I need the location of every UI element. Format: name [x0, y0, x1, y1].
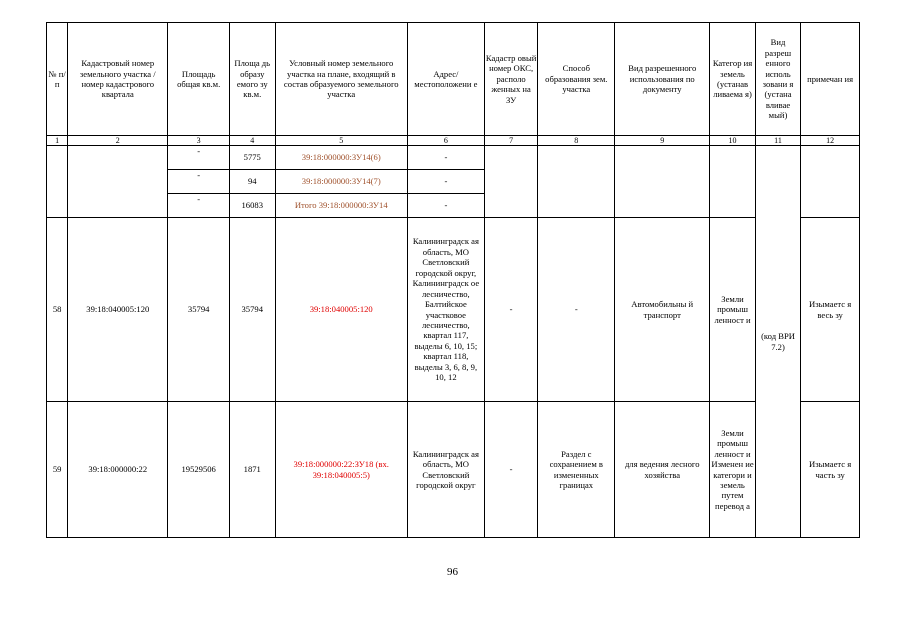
header-notes: примечан ия — [801, 23, 860, 136]
cell-conditional-number: 39:18:000000:22:ЗУ18 (вх. 39:18:040005:5) — [275, 402, 407, 538]
column-number-row — [47, 136, 860, 146]
cell-conditional-number: 39:18:000000:ЗУ14(7) — [275, 170, 407, 194]
header-conditional-number: Условный номер земельного участка на плане, входящий в состав образуемого земельного участка — [275, 23, 407, 136]
cell-oks: - — [484, 402, 538, 538]
cell-land-category: Земли промыш ленност и Изменен ие категори и земель путем перевод а — [710, 402, 756, 538]
column-number: 1 — [47, 136, 68, 146]
header-num: № п/ п — [47, 23, 68, 136]
cell-set-use-vri: (код ВРИ 7.2) — [755, 146, 801, 538]
cell-address: - — [407, 146, 484, 170]
cell-land-category-empty — [710, 146, 756, 218]
cell-permitted-use-empty — [615, 146, 710, 218]
cell-address: - — [407, 170, 484, 194]
cell-notes: Изымаетс я часть зу — [801, 402, 860, 538]
table-row — [47, 146, 860, 170]
cell-cadastral-empty — [68, 146, 168, 218]
table-row — [47, 218, 860, 402]
column-number: 9 — [615, 136, 710, 146]
cell-plot-area: 5775 — [230, 146, 276, 170]
column-number: 11 — [755, 136, 801, 146]
cell-address: Калининградск ая область, МО Светловский городской округ — [407, 402, 484, 538]
land-plots-table — [46, 22, 860, 538]
cell-total-area — [168, 194, 230, 218]
column-number: 5 — [275, 136, 407, 146]
column-number: 8 — [538, 136, 615, 146]
header-address: Адрес/ местоположени е — [407, 23, 484, 136]
page-number: 96 — [447, 566, 458, 578]
dash-value: - — [197, 194, 201, 205]
cell-total-area — [168, 170, 230, 194]
column-number: 6 — [407, 136, 484, 146]
cell-oks-empty — [484, 146, 538, 218]
cell-conditional-number: Итого 39:18:000000:ЗУ14 — [275, 194, 407, 218]
cell-num-empty — [47, 146, 68, 218]
cell-land-category: Земли промыш ленност и — [710, 218, 756, 402]
header-cadastral: Кадастровый номер земельного участка /номер кадастрового квартала — [68, 23, 168, 136]
cell-oks: - — [484, 218, 538, 402]
cell-total-area — [168, 146, 230, 170]
cell-address: Калининградск ая область, МО Светловский городской округ, Калининградск ое лесничество, Балтийское участковое лесничество, квартал 117, выделы 6, 10, 15; квартал 118, выделы 3, 6, 8, 9, 10, 12 — [407, 218, 484, 402]
column-number: 4 — [230, 136, 276, 146]
header-set-use: Вид разреш енного исполь зовани я (устана вливае мый) — [755, 23, 801, 136]
dash-value: - — [197, 146, 201, 157]
cell-plot-area: 16083 — [230, 194, 276, 218]
column-number: 12 — [801, 136, 860, 146]
cell-total-area: 35794 — [168, 218, 230, 402]
header-method: Способ образования зем. участка — [538, 23, 615, 136]
cell-num: 58 — [47, 218, 68, 402]
table-row — [47, 402, 860, 538]
cell-address: - — [407, 194, 484, 218]
header-plot-area: Площа дь образу емого зу кв.м. — [230, 23, 276, 136]
column-number: 7 — [484, 136, 538, 146]
cell-permitted-use: для ведения лесного хозяйства — [615, 402, 710, 538]
cell-method: Раздел с сохранением в измененных границах — [538, 402, 615, 538]
cell-permitted-use: Автомобильны й транспорт — [615, 218, 710, 402]
header-total-area: Площадь общая кв.м. — [168, 23, 230, 136]
cell-cadastral: 39:18:000000:22 — [68, 402, 168, 538]
column-number: 10 — [710, 136, 756, 146]
column-number: 2 — [68, 136, 168, 146]
cell-notes: Изымаетс я весь зу — [801, 218, 860, 402]
header-row — [47, 23, 860, 136]
cell-total-area: 19529506 — [168, 402, 230, 538]
cell-method: - — [538, 218, 615, 402]
column-number: 3 — [168, 136, 230, 146]
header-oks: Кадастр овый номер ОКС, располо женных на ЗУ — [484, 23, 538, 136]
dash-value: - — [197, 170, 201, 181]
cell-num: 59 — [47, 402, 68, 538]
cell-method-empty — [538, 146, 615, 218]
cell-conditional-number: 39:18:000000:ЗУ14(6) — [275, 146, 407, 170]
header-land-category: Категор ия земель (устанав ливаема я) — [710, 23, 756, 136]
cell-notes-empty — [801, 146, 860, 218]
cell-plot-area: 94 — [230, 170, 276, 194]
cell-plot-area: 35794 — [230, 218, 276, 402]
cell-cadastral: 39:18:040005:120 — [68, 218, 168, 402]
cell-plot-area: 1871 — [230, 402, 276, 538]
cell-conditional-number: 39:18:040005:120 — [275, 218, 407, 402]
header-permitted-use: Вид разрешенного использования по документу — [615, 23, 710, 136]
